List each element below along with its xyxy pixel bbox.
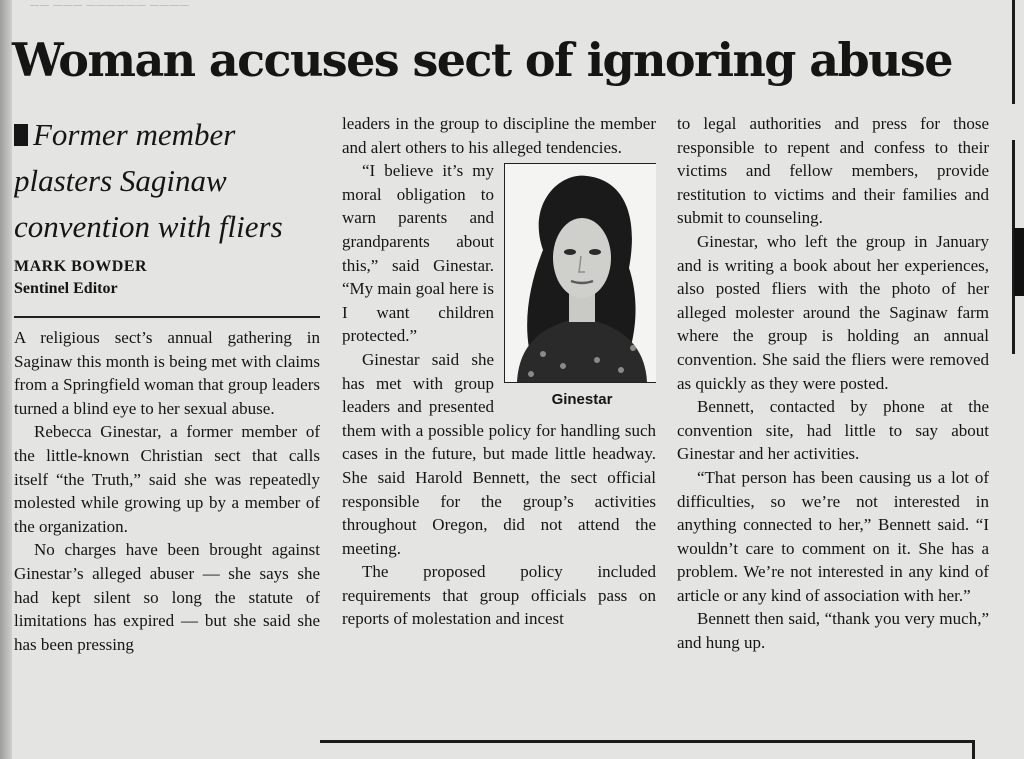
article-paragraph: No charges have been brought against Ginestar’s alleged abuser — she says she had kept silent so long the statute of limitations has expired — but she said she has been pressing: [14, 540, 320, 654]
article-column-2: [342, 112, 656, 727]
article-paragraph: “I believe it’s my moral obligation to warn parents and grandparents about this,” said Ginestar. “My main goal here is I want children protected.”: [342, 161, 495, 346]
byline: [14, 256, 320, 300]
article-bottom-rule: [320, 740, 974, 743]
article-paragraph: Ginestar, who left the group in January and is writing a book about her experiences, also posted fliers with the photo of her alleged molester around the Saginaw farm where the group is holding an annual convention. She said the fliers were removed as quickly as they were posted.: [677, 231, 989, 393]
portrait-photo: [504, 163, 656, 383]
byline-title: Sentinel Editor: [14, 280, 118, 297]
article-paragraph: The proposed policy included requirements that group officials pass on reports of molestation and incest: [342, 562, 656, 629]
article-paragraph: to legal authorities and press for those responsible to repent and confess to their victims and fellow members, provide restitution to victims and their families and submit to counseling.: [677, 114, 989, 228]
article-paragraph: Rebecca Ginestar, a former member of the little-known Christian sect that calls itself “the Truth,” said she was repeatedly molested while growing up by a member of the organization.: [14, 422, 320, 536]
article-paragraph: Bennett, contacted by phone at the convention site, had little to say about Ginestar and her activities.: [677, 397, 989, 464]
article-headline: Woman accuses sect of ignoring abuse: [12, 33, 952, 87]
byline-divider: [14, 316, 320, 318]
previous-section-text: —— ——— —————— ————: [30, 0, 190, 10]
article-paragraph: Ginestar said she has met with group leaders and presented them with a possible policy for handling such cases in the future, but made little headway. She said Harold Bennett, the sect official responsible for the group’s activities throughout Oregon, did not attend the meeting.: [342, 349, 656, 558]
deck-text: Former member plasters Saginaw convention with fliers: [14, 117, 283, 244]
photo-figure: [504, 163, 656, 411]
article-paragraph: leaders in the group to discipline the member and alert others to his alleged tendencies.: [342, 114, 656, 157]
article-paragraph: Bennett then said, “thank you very much,” and hung up.: [677, 609, 989, 653]
article-column-1: [14, 112, 320, 727]
deck-bullet-icon: [14, 124, 28, 146]
adjacent-article-block: [1014, 228, 1024, 296]
photo-caption: Ginestar: [551, 391, 613, 409]
article-paragraph: A religious sect’s annual gathering in Saginaw this month is being met with claims from a Springfield woman that group leaders turned a blind eye to her sexual abuse.: [14, 328, 320, 418]
article-deck: [14, 112, 320, 250]
article-paragraph: “That person has been causing us a lot of difficulties, so we’re not interested in anything connected to her,” Bennett said. “I wouldn’t care to comment on it. She has a problem. We’re not interested in any kind of article or any kind of association with her.”: [677, 467, 989, 605]
byline-name: MARK BOWDER: [14, 258, 148, 275]
article-corner-rule: [972, 740, 975, 759]
page-binding-edge: [0, 0, 12, 759]
article-column-3: [677, 112, 989, 727]
adjacent-column-rule: [1012, 0, 1015, 104]
